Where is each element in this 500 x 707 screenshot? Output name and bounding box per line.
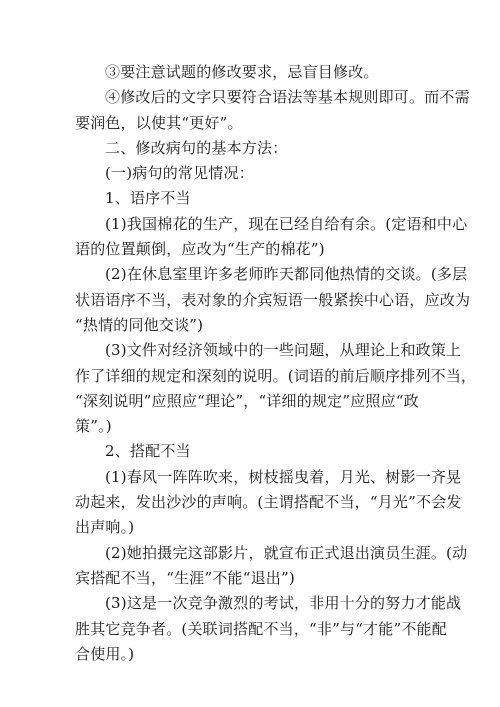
text-line: “热情的同他交谈”) [75, 315, 204, 334]
text-line: 要润色，以使其“更好”。 [75, 113, 243, 132]
text-line: 动起来，发出沙沙的声响。(主谓搭配不当，“月光”不会发 [75, 493, 462, 512]
subsection-heading: (一)病句的常见情况： [105, 164, 254, 183]
text-line: “深刻说明”应照应“理论”，“详细的规定”应照应“政 [75, 391, 419, 410]
text-line: 状语语序不当，表对象的介宾短语一般紧挨中心语，应改为 [75, 290, 471, 309]
text-line: (1)我国棉花的生产，现在已经自给有余。(定语和中心 [105, 214, 468, 233]
text-line: ④修改后的文字只要符合语法等基本规则即可。而不需 [105, 88, 470, 107]
text-line: ③要注意试题的修改要求，忌盲目修改。 [105, 63, 379, 81]
item-heading: 1、语序不当 [105, 189, 191, 208]
text-line: (2)在休息室里许多老师昨天都同他热情的交谈。(多层 [105, 265, 468, 284]
text-line: (2)她拍摄完这部影片，就宣布正式退出演员生涯。(动 [105, 543, 468, 562]
text-line: (1)春风一阵阵吹来，树枝摇曳着，月光、树影一齐晃 [105, 467, 462, 486]
text-line: 合使用。) [75, 644, 135, 663]
text-line: 宾搭配不当，“生涯”不能“退出”) [75, 568, 295, 587]
text-line: 语的位置颠倒，应改为“生产的棉花”) [75, 240, 325, 259]
section-heading: 二、修改病句的基本方法： [105, 138, 288, 157]
text-line: 胜其它竞争者。(关联词搭配不当，“非”与“才能”不能配 [75, 619, 447, 638]
document-page [75, 60, 477, 667]
text-line: 出声响。) [75, 518, 135, 537]
text-line: 策”。) [75, 417, 112, 436]
text-line: (3)文件对经济领域中的一些问题，从理论上和政策上 [105, 341, 462, 360]
text-line: 作了详细的规定和深刻的说明。(词语的前后顺序排列不当， [75, 366, 477, 385]
text-line: (3)这是一次竞争激烈的考试，非用十分的努力才能战 [105, 594, 462, 613]
item-heading: 2、搭配不当 [105, 442, 191, 461]
